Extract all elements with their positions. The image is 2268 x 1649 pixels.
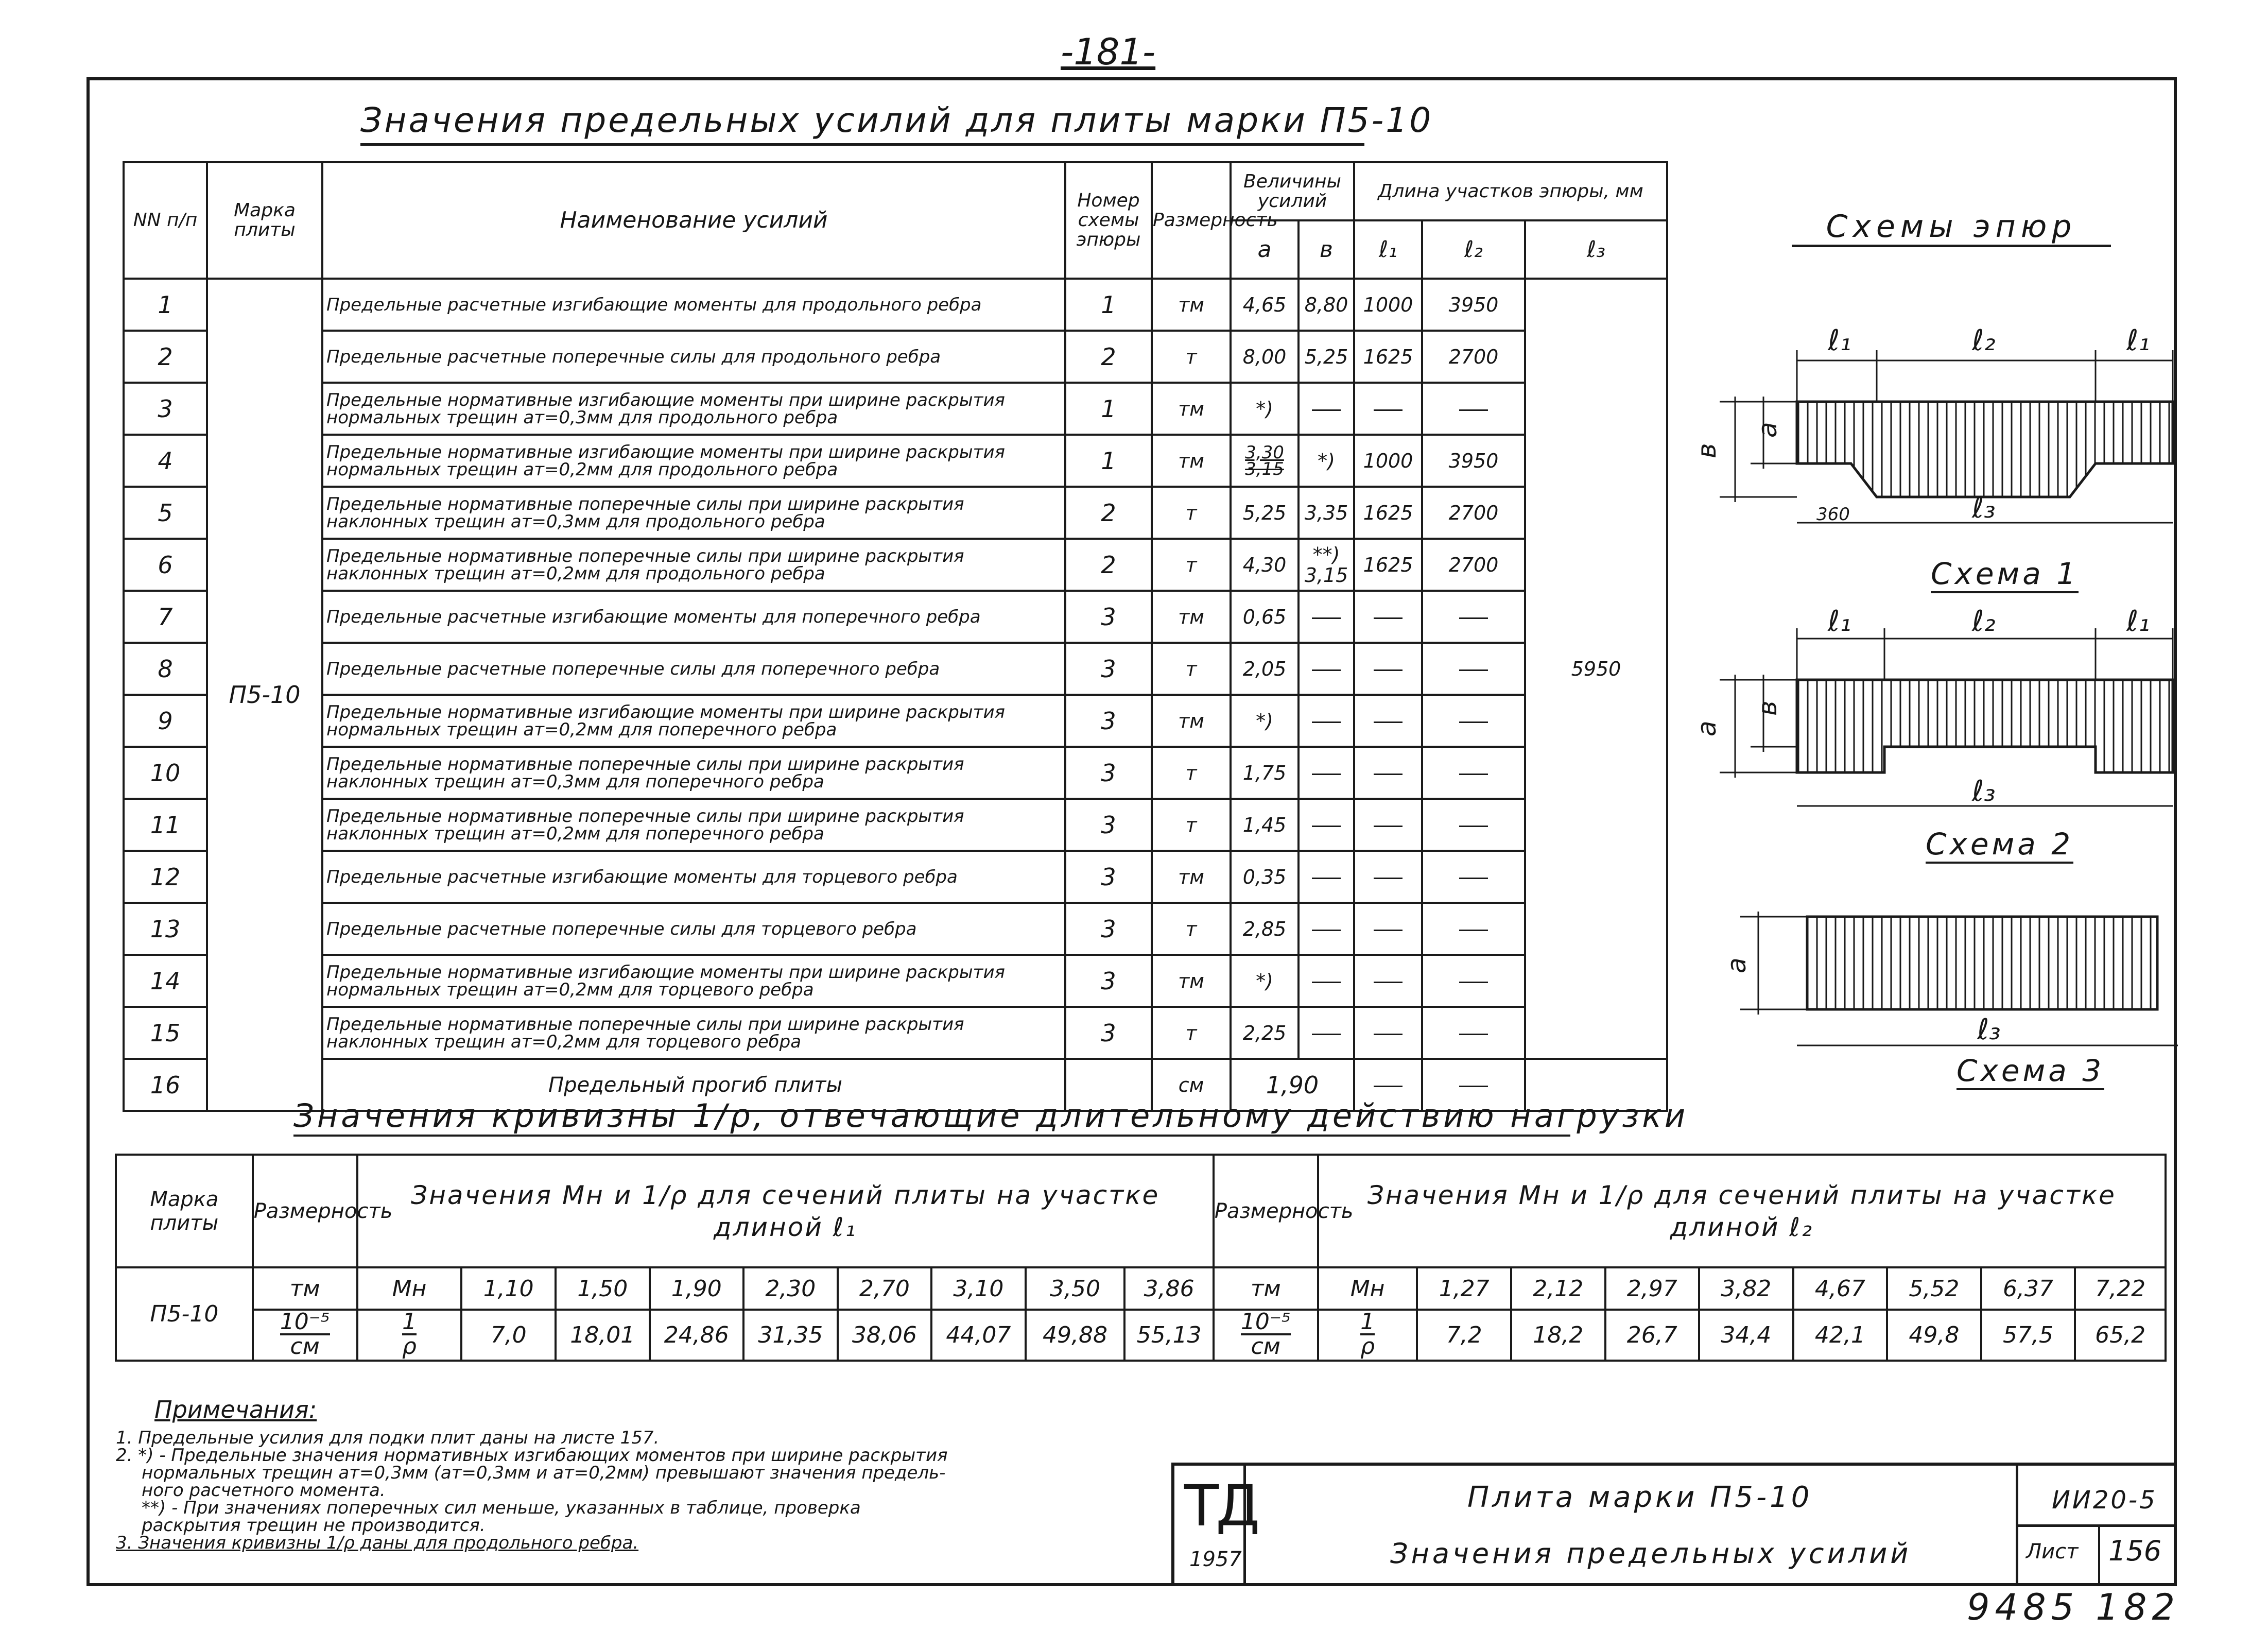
t2-plate: П5-10	[116, 1267, 253, 1361]
force-name: Предельные нормативные изгибающие моменты при ширине раскрытия нормальных трещин ат=0,3мм для продольного ребра	[322, 383, 1065, 435]
force-name: Предельные нормативные поперечные силы при ширине раскрытия наклонных трещин ат=0,3мм для поперечного ребра	[322, 747, 1065, 799]
table-row	[124, 903, 1667, 955]
l2-mn-value: 7,22	[2075, 1267, 2166, 1310]
l1-curv-value: 49,88	[1026, 1310, 1125, 1361]
length-l1	[1354, 747, 1422, 799]
header-nn: NN п/п	[124, 162, 207, 279]
t2-unit-tm: тм	[253, 1267, 357, 1310]
scheme-number: 3	[1065, 695, 1152, 747]
scheme-number: 3	[1065, 747, 1152, 799]
value-b	[1299, 643, 1354, 695]
t2-mn-label: Мн	[357, 1267, 462, 1310]
l2-mn-value: 2,97	[1605, 1267, 1700, 1310]
l2-mn-value: 4,67	[1793, 1267, 1888, 1310]
note-2a: 2. *) - Предельные значения нормативных изгибающих моментов при ширине раскрытия	[116, 1445, 948, 1466]
length-l1	[1354, 591, 1422, 643]
s1-dim360: 360	[1816, 504, 1850, 525]
t2-unit-den-2: см	[1251, 1333, 1280, 1360]
t2-header-marka: Марка плиты	[116, 1155, 253, 1267]
length-l2: 2700	[1422, 331, 1525, 383]
length-l2	[1422, 1007, 1525, 1059]
notes-block	[116, 1429, 1171, 1552]
row-number: 8	[124, 643, 207, 695]
scheme-1-label: Схема 1	[1931, 556, 2079, 593]
scheme-number: 2	[1065, 487, 1152, 539]
s2-l1-right: ℓ₁	[2126, 605, 2150, 638]
title-block-sheet-label: Лист	[2026, 1540, 2079, 1564]
value-b: 5,25	[1299, 331, 1354, 383]
length-l1: 1000	[1354, 435, 1422, 487]
dimension: тм	[1152, 851, 1231, 903]
dimension: тм	[1152, 383, 1231, 435]
force-name: Предельные расчетные изгибающие моменты для торцевого ребра	[322, 851, 1065, 903]
l2-curv-value: 42,1	[1793, 1310, 1888, 1361]
notes-heading: Примечания:	[154, 1396, 317, 1423]
header-lengths: Длина участков эпюры, мм	[1354, 162, 1667, 220]
length-l1	[1354, 695, 1422, 747]
l1-curv-value: 55,13	[1124, 1310, 1214, 1361]
value-a: *)	[1231, 383, 1299, 435]
title-block-line1: Плита марки П5-10	[1467, 1481, 1813, 1514]
header-l1: ℓ₁	[1354, 220, 1422, 279]
l1-curv-value: 31,35	[743, 1310, 838, 1361]
table-row	[124, 747, 1667, 799]
t2-mn-label-2: Мн	[1318, 1267, 1417, 1310]
row-number: 7	[124, 591, 207, 643]
l1-mn-value: 3,50	[1026, 1267, 1125, 1310]
length-l1	[1354, 851, 1422, 903]
value-a: 8,00	[1231, 331, 1299, 383]
dimension: т	[1152, 331, 1231, 383]
scheme-3-diagram	[1722, 912, 2178, 1046]
dimension: т	[1152, 799, 1231, 851]
table-row	[124, 643, 1667, 695]
l2-mn-value: 5,52	[1887, 1267, 1981, 1310]
t2-curv-label	[357, 1310, 462, 1361]
row-number: 10	[124, 747, 207, 799]
value-a: 2,05	[1231, 643, 1299, 695]
value-b	[1299, 1007, 1354, 1059]
s1-a: а	[1753, 422, 1782, 438]
l1-mn-value: 1,50	[556, 1267, 650, 1310]
dimension: тм	[1152, 435, 1231, 487]
scheme-number: 3	[1065, 955, 1152, 1007]
dimension: т	[1152, 539, 1231, 591]
row-number: 1	[124, 279, 207, 331]
force-name: Предельные расчетные поперечные силы для продольного ребра	[322, 331, 1065, 383]
length-l2: 3950	[1422, 435, 1525, 487]
note-1: 1. Предельные усилия для подки плит даны на листе 157.	[116, 1428, 660, 1448]
table-row	[124, 487, 1667, 539]
t2-curv-label-2	[1318, 1310, 1417, 1361]
curvature-table	[115, 1154, 2167, 1362]
value-b: 8,80	[1299, 279, 1354, 331]
value-a: 1,90	[1231, 1059, 1354, 1111]
value-b	[1299, 799, 1354, 851]
note-2b: нормальных трещин ат=0,3мм (ат=0,3мм и ат=0,2мм) превышают значения предель-	[142, 1463, 946, 1483]
note-3: 3. Значения кривизны 1/ρ даны для продольного ребра.	[116, 1533, 639, 1553]
note-2e: раскрытия трещин не производится.	[142, 1515, 486, 1536]
dimension: тм	[1152, 695, 1231, 747]
l2-curv-value: 65,2	[2075, 1310, 2166, 1361]
t2-header-dim: Размерность	[253, 1155, 357, 1267]
scheme-number: 3	[1065, 591, 1152, 643]
title-block-left	[1171, 1463, 1174, 1586]
note-2c: ного расчетного момента.	[142, 1480, 386, 1501]
length-l1: 1625	[1354, 331, 1422, 383]
value-b: 3,35	[1299, 487, 1354, 539]
force-name: Предельные нормативные изгибающие моменты при ширине раскрытия нормальных трещин ат=0,2мм для поперечного ребра	[322, 695, 1065, 747]
dimension: тм	[1152, 279, 1231, 331]
value-a: 0,65	[1231, 591, 1299, 643]
length-l2	[1422, 903, 1525, 955]
header-scheme: Номер схемы эпюры	[1065, 162, 1152, 279]
title-block-line2: Значения предельных усилий	[1390, 1537, 1912, 1570]
value-a: 2,85	[1231, 903, 1299, 955]
value-a: 4,65	[1231, 279, 1299, 331]
force-name: Предельные нормативные поперечные силы при ширине раскрытия наклонных трещин ат=0,2мм для поперечного ребра	[322, 799, 1065, 851]
curvature-title: Значения кривизны 1/ρ, отвечающие длительному действию нагрузки	[293, 1097, 1570, 1137]
force-name: Предельные расчетные изгибающие моменты для продольного ребра	[322, 279, 1065, 331]
value-a	[1231, 435, 1299, 487]
dimension: т	[1152, 1007, 1231, 1059]
value-a: *)	[1231, 695, 1299, 747]
header-values: Величины усилий	[1231, 162, 1354, 220]
s1-l1-left: ℓ₁	[1828, 324, 1851, 357]
force-name: Предельные нормативные поперечные силы при ширине раскрытия наклонных трещин ат=0,2мм для торцевого ребра	[322, 1007, 1065, 1059]
force-name: Предельные нормативные поперечные силы при ширине раскрытия наклонных трещин ат=0,3мм для продольного ребра	[322, 487, 1065, 539]
table-row	[124, 279, 1667, 331]
title-block-code: ИИ20-5	[2052, 1486, 2157, 1515]
length-l2	[1422, 383, 1525, 435]
dimension: т	[1152, 487, 1231, 539]
scheme-number: 1	[1065, 279, 1152, 331]
length-l1	[1354, 799, 1422, 851]
length-l2	[1422, 799, 1525, 851]
value-b: **) 3,15	[1299, 539, 1354, 591]
l2-mn-value: 2,12	[1511, 1267, 1605, 1310]
s1-l3: ℓ₃	[1972, 491, 1996, 525]
length-l1	[1354, 1007, 1422, 1059]
title-block-year: 1957	[1189, 1548, 1242, 1571]
length-l1	[1354, 383, 1422, 435]
t2-one-2: 1	[1360, 1309, 1375, 1335]
l2-mn-value: 3,82	[1699, 1267, 1793, 1310]
note-2d: **) - При значениях поперечных сил меньше, указанных в таблице, проверка	[142, 1498, 861, 1518]
scheme-number: 3	[1065, 1007, 1152, 1059]
row-number: 5	[124, 487, 207, 539]
scheme-number: 3	[1065, 799, 1152, 851]
value-a: *)	[1231, 955, 1299, 1007]
schemes-title: Схемы эпюр	[1792, 209, 2111, 247]
force-name: Предельные расчетные поперечные силы для поперечного ребра	[322, 643, 1065, 695]
length-l3: 5950	[1525, 279, 1667, 1059]
value-a: 1,45	[1231, 799, 1299, 851]
row-number: 3	[124, 383, 207, 435]
length-l2: 2700	[1422, 487, 1525, 539]
t2-unit-den: см	[290, 1333, 320, 1360]
header-dim: Размерность	[1152, 162, 1231, 279]
header-l2: ℓ₂	[1422, 220, 1525, 279]
t2-rho-2: ρ	[1360, 1333, 1375, 1360]
force-name: Предельные нормативные поперечные силы при ширине раскрытия наклонных трещин ат=0,2мм для продольного ребра	[322, 539, 1065, 591]
length-l2	[1422, 695, 1525, 747]
l1-mn-value: 2,30	[743, 1267, 838, 1310]
s2-l3: ℓ₃	[1972, 775, 1996, 808]
value-a-new: 3,30	[1245, 442, 1284, 463]
title-block-top	[1171, 1463, 2177, 1466]
length-l1: 1625	[1354, 539, 1422, 591]
page-number: -181-	[1061, 31, 1156, 73]
t2-unit-curv-2	[1214, 1310, 1318, 1361]
length-l1: 1000	[1354, 279, 1422, 331]
value-b	[1299, 591, 1354, 643]
row-number: 16	[124, 1059, 207, 1111]
scheme-number: 1	[1065, 383, 1152, 435]
table-row	[124, 383, 1667, 435]
header-l3: ℓ₃	[1525, 220, 1667, 279]
value-a: 5,25	[1231, 487, 1299, 539]
scheme-number: 1	[1065, 435, 1152, 487]
row-number: 12	[124, 851, 207, 903]
table-row	[124, 435, 1667, 487]
s2-l1-left: ℓ₁	[1828, 605, 1851, 638]
scheme-number: 3	[1065, 643, 1152, 695]
header-b: в	[1299, 220, 1354, 279]
length-l2	[1422, 851, 1525, 903]
value-b	[1299, 903, 1354, 955]
row-number: 2	[124, 331, 207, 383]
s3-l3: ℓ₃	[1977, 1013, 2001, 1046]
l2-curv-value: 49,8	[1887, 1310, 1981, 1361]
dimension: тм	[1152, 955, 1231, 1007]
l2-mn-value: 1,27	[1417, 1267, 1511, 1310]
l1-mn-value: 1,10	[461, 1267, 556, 1310]
t2-header-l1: Значения Мн и 1/ρ для сечений плиты на участке длиной ℓ₁	[357, 1155, 1214, 1267]
row-number: 9	[124, 695, 207, 747]
dimension: т	[1152, 643, 1231, 695]
t2-unit-tm-2: тм	[1214, 1267, 1318, 1310]
row-number: 15	[124, 1007, 207, 1059]
value-a-old: 3,15	[1245, 458, 1284, 479]
value-a: 4,30	[1231, 539, 1299, 591]
t2-rho: ρ	[402, 1333, 417, 1360]
scheme-2-diagram	[1692, 605, 2173, 808]
length-l1	[1354, 955, 1422, 1007]
table-row	[124, 851, 1667, 903]
s2-l2: ℓ₂	[1972, 605, 1996, 638]
plate-mark: П5-10	[207, 279, 322, 1111]
t2-one: 1	[402, 1309, 417, 1335]
l2-curv-value: 34,4	[1699, 1310, 1793, 1361]
scheme-2-label: Схема 2	[1926, 827, 2073, 864]
l1-curv-value: 18,01	[556, 1310, 650, 1361]
value-a: 1,75	[1231, 747, 1299, 799]
dimension: т	[1152, 747, 1231, 799]
l1-curv-value: 44,07	[931, 1310, 1026, 1361]
t2-header-dim-2: Размерность	[1214, 1155, 1318, 1267]
l1-mn-value: 1,90	[650, 1267, 744, 1310]
length-l2	[1422, 747, 1525, 799]
header-marka: Марка плиты	[207, 162, 322, 279]
scheme-number: 3	[1065, 851, 1152, 903]
table-row	[124, 695, 1667, 747]
header-name: Наименование усилий	[322, 162, 1065, 279]
row-number: 13	[124, 903, 207, 955]
length-l2	[1422, 955, 1525, 1007]
l2-curv-value: 18,2	[1511, 1310, 1605, 1361]
scheme-1-diagram	[1692, 324, 2173, 525]
value-b	[1299, 695, 1354, 747]
table-row	[124, 799, 1667, 851]
l1-mn-value: 3,10	[931, 1267, 1026, 1310]
table-row	[124, 539, 1667, 591]
length-l2: 2700	[1422, 539, 1525, 591]
l2-curv-value: 26,7	[1605, 1310, 1700, 1361]
t2-unit-num-2: 10⁻⁵	[1240, 1309, 1291, 1335]
length-l2	[1422, 591, 1525, 643]
s2-a: а	[1692, 720, 1722, 736]
row-number: 11	[124, 799, 207, 851]
length-l1	[1354, 643, 1422, 695]
scheme-number: 3	[1065, 903, 1152, 955]
s2-b: в	[1753, 700, 1782, 716]
l1-curv-value: 7,0	[461, 1310, 556, 1361]
value-b: *)	[1299, 435, 1354, 487]
value-a: 0,35	[1231, 851, 1299, 903]
value-b	[1299, 955, 1354, 1007]
value-b	[1299, 747, 1354, 799]
scheme-number: 2	[1065, 331, 1152, 383]
table-row	[124, 955, 1667, 1007]
l2-mn-value: 6,37	[1981, 1267, 2075, 1310]
row-number: 14	[124, 955, 207, 1007]
td-logo: ТД	[1184, 1473, 1257, 1539]
l1-mn-value: 2,70	[838, 1267, 932, 1310]
moment-diagrams	[1673, 309, 2188, 1112]
s3-a: а	[1722, 957, 1752, 973]
title-block-sheet-no: 156	[2108, 1535, 2162, 1567]
bottom-number: 9485 182	[1967, 1586, 2180, 1628]
s1-l2: ℓ₂	[1972, 324, 1996, 357]
forces-table	[123, 161, 1668, 1112]
dimension: см	[1152, 1059, 1231, 1111]
table-row	[124, 591, 1667, 643]
t2-unit-num: 10⁻⁵	[280, 1309, 330, 1335]
t2-unit-curv	[253, 1310, 357, 1361]
l2-curv-value: 57,5	[1981, 1310, 2075, 1361]
length-l1: 1625	[1354, 487, 1422, 539]
t2-header-l2: Значения Мн и 1/ρ для сечений плиты на участке длиной ℓ₂	[1318, 1155, 2166, 1267]
length-l2: 3950	[1422, 279, 1525, 331]
table-row	[124, 331, 1667, 383]
dimension: т	[1152, 903, 1231, 955]
header-a: а	[1231, 220, 1299, 279]
l1-curv-value: 24,86	[650, 1310, 744, 1361]
row-number: 4	[124, 435, 207, 487]
main-title: Значения предельных усилий для плиты марки П5-10	[360, 100, 1364, 146]
force-name: Предельные расчетные поперечные силы для торцевого ребра	[322, 903, 1065, 955]
l1-mn-value: 3,86	[1124, 1267, 1214, 1310]
value-b	[1299, 851, 1354, 903]
table-row	[124, 1007, 1667, 1059]
length-l2	[1422, 643, 1525, 695]
l1-curv-value: 38,06	[838, 1310, 932, 1361]
force-name: Предельный прогиб плиты	[322, 1059, 1065, 1111]
value-b	[1299, 383, 1354, 435]
s1-b: в	[1692, 443, 1722, 458]
force-name: Предельные нормативные изгибающие моменты при ширине раскрытия нормальных трещин ат=0,2мм для продольного ребра	[322, 435, 1065, 487]
length-l1	[1354, 903, 1422, 955]
force-name: Предельные нормативные изгибающие моменты при ширине раскрытия нормальных трещин ат=0,2мм для торцевого ребра	[322, 955, 1065, 1007]
value-a: 2,25	[1231, 1007, 1299, 1059]
l2-curv-value: 7,2	[1417, 1310, 1511, 1361]
row-number: 6	[124, 539, 207, 591]
dimension: тм	[1152, 591, 1231, 643]
scheme-3-label: Схема 3	[1957, 1053, 2104, 1090]
force-name: Предельные расчетные изгибающие моменты для поперечного ребра	[322, 591, 1065, 643]
title-block-hline	[2016, 1524, 2177, 1527]
s1-l1-right: ℓ₁	[2126, 324, 2150, 357]
scheme-number: 2	[1065, 539, 1152, 591]
title-block-vline	[2098, 1524, 2100, 1586]
